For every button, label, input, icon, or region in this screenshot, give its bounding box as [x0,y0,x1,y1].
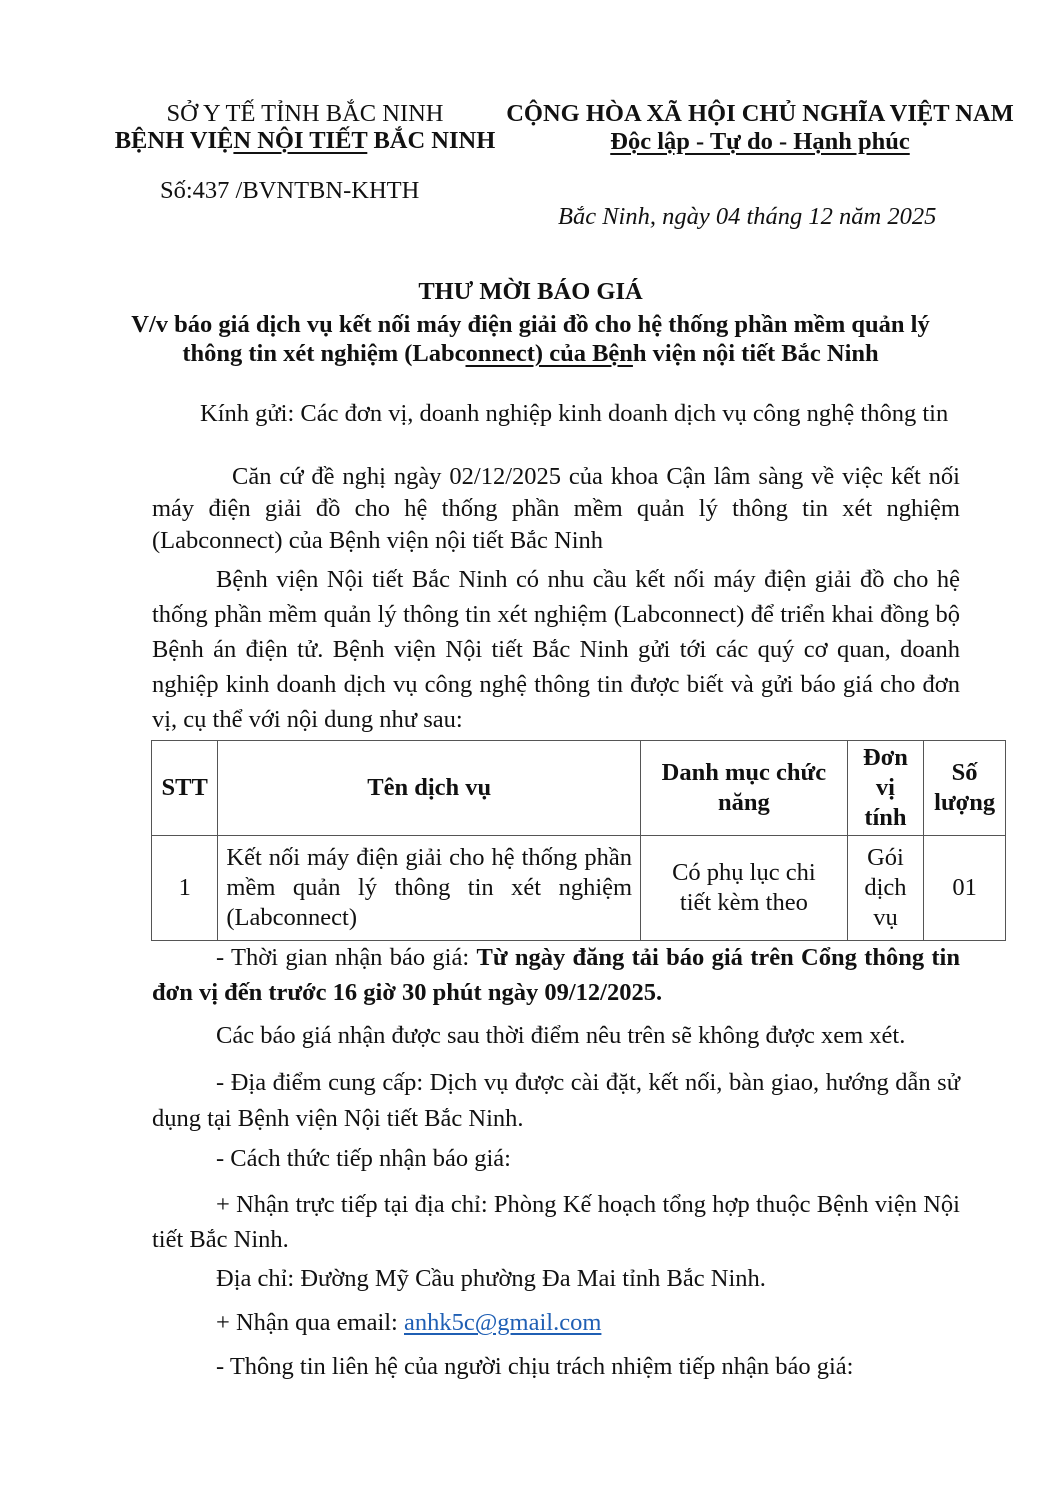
header-unit: Đơn vị tính [847,741,924,836]
header-function-list: Danh mục chức năng [641,741,848,836]
document-number: Số:437 /BVNTBN-KHTH [160,177,420,204]
receipt-time-label: - Thời gian nhận báo giá: [216,944,477,971]
subject-part-underlined: onnect) của Bện [465,340,633,367]
national-motto [500,128,1020,156]
hospital-name [105,127,505,155]
email-link[interactable]: anhk5c@gmail.com [404,1309,602,1336]
table-header-row [152,741,1006,836]
country-name: CỘNG HÒA XÃ HỘI CHỦ NGHĨA VIỆT NAM [506,100,1014,127]
document-subject-line-1: V/v báo giá dịch vụ kết nối máy điện giải đồ cho hệ thống phần mềm quản lý [131,311,930,338]
hospital-name-suffix: BẮC NINH [367,127,496,154]
cell-stt: 1 [152,836,218,941]
subject-part-a: thông tin xét nghiệm (Labc [182,340,466,367]
department-name: SỞ Y TẾ TỈNH BẮC NINH [166,100,444,127]
hospital-name-prefix: BỆNH VIỆ [114,127,234,154]
basis-paragraph: Căn cứ đề nghị ngày 02/12/2025 của khoa Cận lâm sàng về việc kết nối máy điện giải đồ cho hệ thống phần mềm quản lý thông tin xét nghiệm (Labconnect) của Bệnh viện nội tiết Bắc Ninh [152,463,960,554]
header-stt: STT [152,741,218,836]
hospital-name-underlined: N NỘI TIẾT [233,127,368,154]
submission-method-label: - Cách thức tiếp nhận báo giá: [216,1145,511,1172]
recipient-line: Kính gửi: Các đơn vị, doanh nghiệp kinh doanh dịch vụ công nghệ thông tin [200,400,949,427]
document-subject-line-2 [0,340,1061,368]
cell-service-name: Kết nối máy điện giải cho hệ thống phần mềm quản lý thông tin xét nghiệm (Labconnect) [218,836,641,941]
receipt-time [152,940,960,1010]
table-row [152,836,1006,941]
request-paragraph: Bệnh viện Nội tiết Bắc Ninh có nhu cầu kết nối máy điện giải đồ cho hệ thống phần mềm quản lý thông tin xét nghiệm (Labconnect) để triển khai đồng bộ Bệnh án điện tử. Bệnh viện Nội tiết Bắc Ninh gửi tới các quý cơ quan, doanh nghiệp kinh doanh dịch vụ công nghệ thông tin được biết và gửi báo giá cho đơn vị, cụ thể với nội dung như sau: [152,566,960,733]
delivery-location: - Địa điểm cung cấp: Dịch vụ được cài đặt, kết nối, bàn giao, hướng dẫn sử dụng tại Bệnh viện Nội tiết Bắc Ninh. [152,1069,960,1132]
email-line [216,1309,601,1337]
service-table [151,740,1006,941]
contact-info-label: - Thông tin liên hệ của người chịu trách nhiệm tiếp nhận báo giá: [216,1353,854,1380]
late-note: Các báo giá nhận được sau thời điểm nêu trên sẽ không được xem xét. [216,1022,906,1049]
national-motto-text: Độc lập - Tự do - Hạnh phúc [610,128,910,155]
cell-quantity: 01 [924,836,1006,941]
subject-part-c: h viện nội tiết Bắc Ninh [632,340,879,367]
document-title: THƯ MỜI BÁO GIÁ [418,278,643,305]
email-label: + Nhận qua email: [216,1309,404,1336]
address-line: Địa chỉ: Đường Mỹ Cầu phường Đa Mai tỉnh Bắc Ninh. [216,1265,766,1292]
cell-function-list: Có phụ lục chi tiết kèm theo [641,836,848,941]
header-quantity: Số lượng [924,741,1006,836]
receipt-time-value: Từ ngày đăng tải báo giá trên Cổng thông tin đơn vị đến trước 16 giờ 30 phút ngày 09/12/2025. [152,944,960,1006]
cell-unit: Gói dịch vụ [847,836,924,941]
header-service-name: Tên dịch vụ [218,741,641,836]
submission-direct: + Nhận trực tiếp tại địa chỉ: Phòng Kế hoạch tổng hợp thuộc Bệnh viện Nội tiết Bắc Ninh. [152,1191,960,1253]
place-date: Bắc Ninh, ngày 04 tháng 12 năm 2025 [558,203,937,230]
